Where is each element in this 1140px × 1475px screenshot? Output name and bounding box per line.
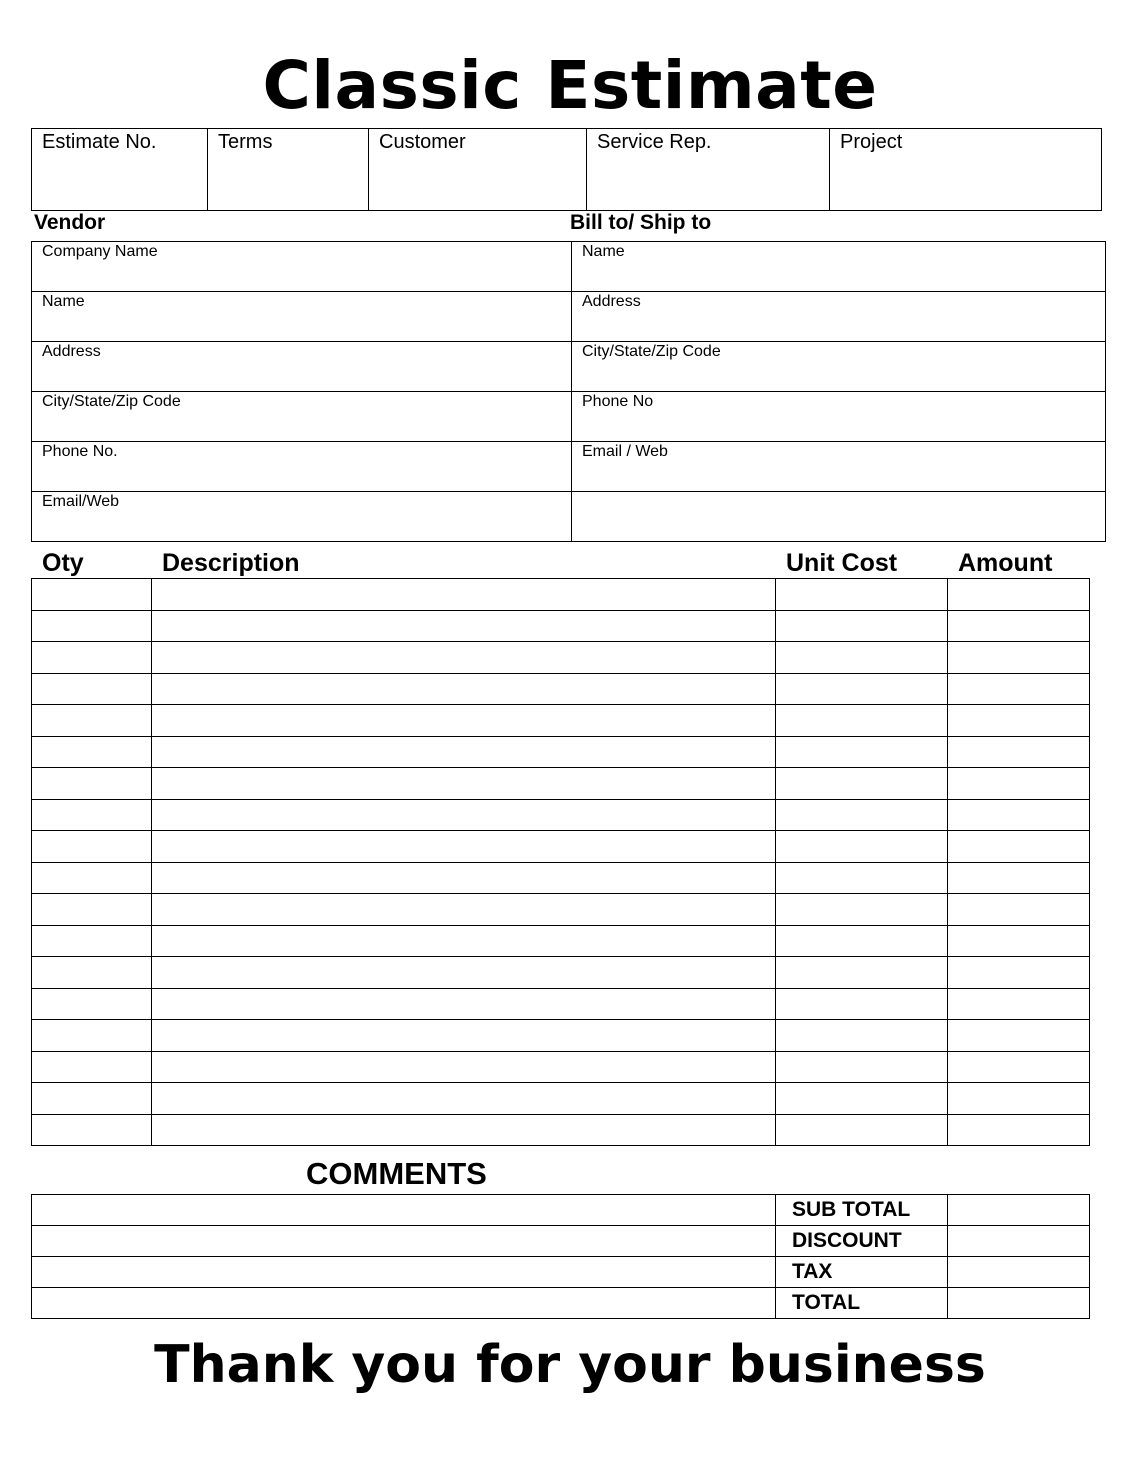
description-cell[interactable] — [152, 988, 776, 1020]
qty-cell[interactable] — [32, 736, 152, 768]
comment-line[interactable] — [32, 1195, 776, 1226]
vendor-field-label: Phone No. — [42, 443, 118, 460]
unit-cost-cell[interactable] — [776, 768, 948, 800]
unit-cost-cell[interactable] — [776, 1083, 948, 1115]
qty-cell[interactable] — [32, 610, 152, 642]
totals-table — [31, 1194, 1090, 1319]
amount-cell[interactable] — [948, 1114, 1090, 1146]
amount-cell[interactable] — [948, 925, 1090, 957]
billto-name-field[interactable] — [572, 242, 1106, 292]
customer-field[interactable] — [369, 129, 587, 211]
document-title: Classic Estimate — [262, 47, 878, 124]
table-row — [32, 1020, 1090, 1052]
amount-cell[interactable] — [948, 988, 1090, 1020]
comment-line[interactable] — [32, 1257, 776, 1288]
table-row — [32, 579, 1090, 611]
billto-address-field[interactable] — [572, 292, 1106, 342]
table-row — [32, 1083, 1090, 1115]
vendor-heading: Vendor — [34, 211, 106, 234]
description-cell[interactable] — [152, 768, 776, 800]
qty-cell[interactable] — [32, 1020, 152, 1052]
table-row — [32, 799, 1090, 831]
amount-cell[interactable] — [948, 894, 1090, 926]
description-cell[interactable] — [152, 894, 776, 926]
description-cell[interactable] — [152, 1051, 776, 1083]
project-label: Project — [840, 131, 903, 153]
description-cell[interactable] — [152, 1020, 776, 1052]
vendor-name-field[interactable] — [32, 292, 572, 342]
unit-cost-cell[interactable] — [776, 831, 948, 863]
billto-heading: Bill to/ Ship to — [570, 211, 712, 234]
unit-cost-cell[interactable] — [776, 579, 948, 611]
discount-value[interactable] — [948, 1226, 1090, 1257]
description-cell[interactable] — [152, 1083, 776, 1115]
vendor-address-field[interactable] — [32, 342, 572, 392]
comments-heading: COMMENTS — [306, 1156, 487, 1191]
amount-cell[interactable] — [948, 1020, 1090, 1052]
qty-cell[interactable] — [32, 988, 152, 1020]
vendor-company-name-field[interactable] — [32, 242, 572, 292]
table-row — [32, 831, 1090, 863]
unit-cost-cell[interactable] — [776, 610, 948, 642]
estimate-no-label: Estimate No. — [42, 131, 157, 153]
qty-cell[interactable] — [32, 705, 152, 737]
table-row — [32, 610, 1090, 642]
table-row — [32, 673, 1090, 705]
qty-cell[interactable] — [32, 831, 152, 863]
unit-cost-cell[interactable] — [776, 1114, 948, 1146]
amount-cell[interactable] — [948, 1083, 1090, 1115]
unit-cost-cell[interactable] — [776, 799, 948, 831]
table-row — [32, 862, 1090, 894]
amount-cell[interactable] — [948, 768, 1090, 800]
unit-cost-cell[interactable] — [776, 642, 948, 674]
billto-email-field[interactable] — [572, 442, 1106, 492]
qty-cell[interactable] — [32, 799, 152, 831]
billto-extra-field[interactable] — [572, 492, 1106, 542]
qty-cell[interactable] — [32, 673, 152, 705]
amount-cell[interactable] — [948, 831, 1090, 863]
unit-cost-cell[interactable] — [776, 894, 948, 926]
tax-value[interactable] — [948, 1257, 1090, 1288]
description-cell[interactable] — [152, 673, 776, 705]
amount-cell[interactable] — [948, 862, 1090, 894]
total-value[interactable] — [948, 1288, 1090, 1319]
table-row — [32, 925, 1090, 957]
description-cell[interactable] — [152, 799, 776, 831]
amount-cell[interactable] — [948, 610, 1090, 642]
vendor-field-label: Company Name — [42, 243, 158, 260]
footer-message: Thank you for your business — [154, 1335, 986, 1395]
billto-field-label: Email / Web — [582, 443, 668, 460]
billto-city-field[interactable] — [572, 342, 1106, 392]
description-cell[interactable] — [152, 610, 776, 642]
description-cell[interactable] — [152, 736, 776, 768]
description-cell[interactable] — [152, 925, 776, 957]
table-row — [32, 705, 1090, 737]
estimate-no-field[interactable] — [32, 129, 208, 211]
qty-cell[interactable] — [32, 894, 152, 926]
address-table — [31, 241, 1106, 542]
unit-cost-cell[interactable] — [776, 957, 948, 989]
total-label: TOTAL — [776, 1288, 948, 1319]
vendor-field-label: Address — [42, 343, 101, 360]
amount-cell[interactable] — [948, 705, 1090, 737]
table-row — [32, 768, 1090, 800]
description-cell[interactable] — [152, 705, 776, 737]
unit-cost-cell[interactable] — [776, 862, 948, 894]
service-rep-label: Service Rep. — [597, 131, 712, 153]
table-row — [32, 1114, 1090, 1146]
description-cell[interactable] — [152, 957, 776, 989]
qty-cell[interactable] — [32, 1114, 152, 1146]
table-row — [32, 1051, 1090, 1083]
table-row — [32, 988, 1090, 1020]
description-cell[interactable] — [152, 862, 776, 894]
unit-cost-cell[interactable] — [776, 925, 948, 957]
vendor-field-label: Name — [42, 293, 85, 310]
unit-cost-column-header: Unit Cost — [786, 549, 898, 577]
vendor-phone-field[interactable] — [32, 442, 572, 492]
description-cell[interactable] — [152, 1114, 776, 1146]
billto-field-label: City/State/Zip Code — [582, 343, 721, 360]
qty-cell[interactable] — [32, 1051, 152, 1083]
terms-label: Terms — [218, 131, 273, 153]
qty-cell[interactable] — [32, 768, 152, 800]
discount-label: DISCOUNT — [776, 1226, 948, 1257]
tax-label: TAX — [776, 1257, 948, 1288]
qty-cell[interactable] — [32, 579, 152, 611]
service-rep-field[interactable] — [587, 129, 830, 211]
amount-cell[interactable] — [948, 579, 1090, 611]
subtotal-value[interactable] — [948, 1195, 1090, 1226]
table-row — [32, 736, 1090, 768]
project-field[interactable] — [830, 129, 1102, 211]
qty-cell[interactable] — [32, 957, 152, 989]
qty-cell[interactable] — [32, 862, 152, 894]
description-column-header: Description — [162, 549, 300, 577]
vendor-field-label: City/State/Zip Code — [42, 393, 181, 410]
subtotal-label: SUB TOTAL — [776, 1195, 948, 1226]
table-row — [32, 894, 1090, 926]
description-cell[interactable] — [152, 579, 776, 611]
qty-cell[interactable] — [32, 642, 152, 674]
vendor-email-field[interactable] — [32, 492, 572, 542]
amount-cell[interactable] — [948, 1051, 1090, 1083]
unit-cost-cell[interactable] — [776, 1051, 948, 1083]
comment-line[interactable] — [32, 1226, 776, 1257]
vendor-field-label: Email/Web — [42, 493, 120, 510]
amount-cell[interactable] — [948, 673, 1090, 705]
qty-cell[interactable] — [32, 925, 152, 957]
unit-cost-cell[interactable] — [776, 705, 948, 737]
description-cell[interactable] — [152, 831, 776, 863]
billto-field-label: Phone No — [582, 393, 654, 410]
billto-field-label: Name — [582, 243, 625, 260]
description-cell[interactable] — [152, 642, 776, 674]
amount-cell[interactable] — [948, 736, 1090, 768]
unit-cost-cell[interactable] — [776, 1020, 948, 1052]
unit-cost-cell[interactable] — [776, 988, 948, 1020]
unit-cost-cell[interactable] — [776, 736, 948, 768]
unit-cost-cell[interactable] — [776, 673, 948, 705]
table-row — [32, 957, 1090, 989]
qty-column-header: Oty — [42, 549, 84, 577]
qty-cell[interactable] — [32, 1083, 152, 1115]
terms-field[interactable] — [208, 129, 369, 211]
billto-field-label: Address — [582, 293, 641, 310]
comment-line[interactable] — [32, 1288, 776, 1319]
amount-cell[interactable] — [948, 799, 1090, 831]
amount-cell[interactable] — [948, 957, 1090, 989]
billto-phone-field[interactable] — [572, 392, 1106, 442]
amount-column-header: Amount — [958, 549, 1053, 577]
customer-label: Customer — [379, 131, 466, 153]
estimate-header-table — [31, 128, 1102, 211]
line-items-table — [31, 578, 1090, 1146]
amount-cell[interactable] — [948, 642, 1090, 674]
table-row — [32, 642, 1090, 674]
vendor-city-field[interactable] — [32, 392, 572, 442]
